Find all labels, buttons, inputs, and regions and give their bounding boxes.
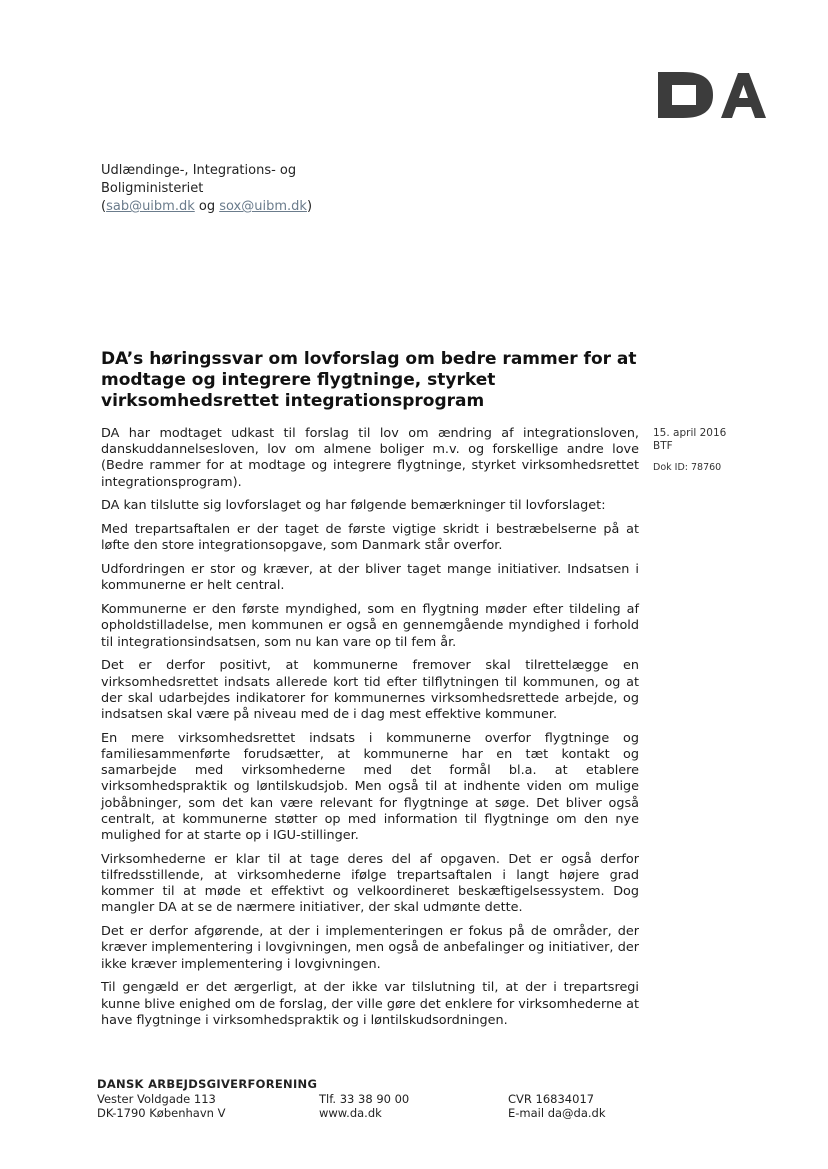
paragraph: Med trepartsaftalen er der taget de første vigtige skridt i bestræbelserne på at løfte den store integrationsopgave, som Danmark står overfor. <box>101 522 639 554</box>
paragraph: Virksomhederne er klar til at tage deres del af opgaven. Det er også derfor tilfredsstillende, at virksomhederne ifølge trepartsaftalen i langt højere grad kommer til at møde et effektivt og velkoordineret beskæftigelsessystem. Dog mangler DA at se de nærmere initiativer, der skal udmønte dette. <box>101 851 639 916</box>
recipient-line-2: Boligministeriet <box>101 181 204 196</box>
footer-city: DK-1790 København V <box>97 1106 226 1120</box>
paragraph: En mere virksomhedsrettet indsats i kommunerne overfor flygtninge og familiesammenførte forudsætter, at kommunerne har en tæt kontakt og samarbejde med virksomhederne med det formål bl.a. at etablere virksomhedspraktik og løntilskudsjob. Men også til at indhente viden om mulige jobåbninger, som det kan være relevant for flygtninge at søge. Det bliver også centralt, at kommunerne støtter op med information til flygtninge om den nye mulighed for at starte op i IGU-stillinger. <box>101 730 639 844</box>
footer-registration <box>508 1092 606 1120</box>
footer-website: www.da.dk <box>319 1106 382 1120</box>
paragraph: DA har modtaget udkast til forslag til lov om ændring af integrationsloven, danskuddannelsesloven, lov om almene boliger m.v. og forskellige andre love (Bedre rammer for at modtage og integrere flygtninge, styrket virksomhedsrettet integrationsprogram). <box>101 426 639 490</box>
da-logo-mark <box>655 70 767 120</box>
paren-close: ) <box>306 199 313 214</box>
recipient-line-1: Udlændinge-, Integrations- og <box>101 163 297 178</box>
email-link-sox[interactable]: sox@uibm.dk <box>219 199 307 214</box>
letterhead-footer <box>97 1077 657 1137</box>
letter-body <box>101 426 639 1037</box>
paren-open: ( <box>101 199 107 214</box>
paragraph: Til gengæld er det ærgerligt, at der ikke var tilslutning til, at der i trepartsregi kunne blive enighed om de forslag, der ville gøre det enklere for virksomhederne at have flygtninge i virksomhedspraktik og i løntilskudsordningen. <box>101 980 639 1028</box>
paragraph: Udfordringen er stor og kræver, at der bliver taget mange initiativer. Indsatsen i kommunerne er helt central. <box>101 562 639 594</box>
email-connector: og <box>194 199 220 214</box>
email-link-sab[interactable]: sab@uibm.dk <box>106 199 195 214</box>
document-id: Dok ID: 78760 <box>653 462 722 473</box>
footer-organization: DANSK ARBEJDSGIVERFORENING <box>97 1077 318 1091</box>
da-logo <box>655 70 767 120</box>
document-date: 15. april 2016 <box>653 427 727 439</box>
author-initials: BTF <box>653 439 673 452</box>
footer-phone: Tlf. 33 38 90 00 <box>319 1092 410 1106</box>
paragraph: Det er derfor positivt, at kommunerne fremover skal tilrettelægge en virksomhedsrettet indsats allerede kort tid efter tilflytningen til kommunen, og at der skal udarbejdes indikatorer for kommunernes virksomhedsrettede arbejde, og indsatsen skal være på niveau med de i dag mest effektive kommuner. <box>101 658 639 723</box>
footer-email: E-mail da@da.dk <box>508 1106 606 1120</box>
footer-address <box>97 1092 225 1120</box>
recipient-emails <box>101 198 421 216</box>
paragraph: DA kan tilslutte sig lovforslaget og har følgende bemærkninger til lovforslaget: <box>101 498 606 514</box>
footer-contact <box>319 1092 409 1120</box>
paragraph: Det er derfor afgørende, at der i implementeringen er fokus på de områder, der kræver implementering i lovgivningen, men også de anbefalinger og initiativer, der ikke kræver implementering i lovgivningen. <box>101 924 639 972</box>
footer-cvr: CVR 16834017 <box>508 1092 595 1106</box>
document-meta <box>653 427 753 475</box>
recipient-address <box>101 162 421 216</box>
paragraph: Kommunerne er den første myndighed, som en flygtning møder efter tildeling af opholdstilladelse, men kommunen er også en gennemgående myndighed i forhold til integrationsindsatsen, som nu kan vare op til fem år. <box>101 602 639 650</box>
document-title: DA’s høringssvar om lovforslag om bedre rammer for at modtage og integrere flygtninge, styrket virksomhedsrettet integrationsprogram <box>101 349 637 411</box>
footer-street: Vester Voldgade 113 <box>97 1092 216 1106</box>
